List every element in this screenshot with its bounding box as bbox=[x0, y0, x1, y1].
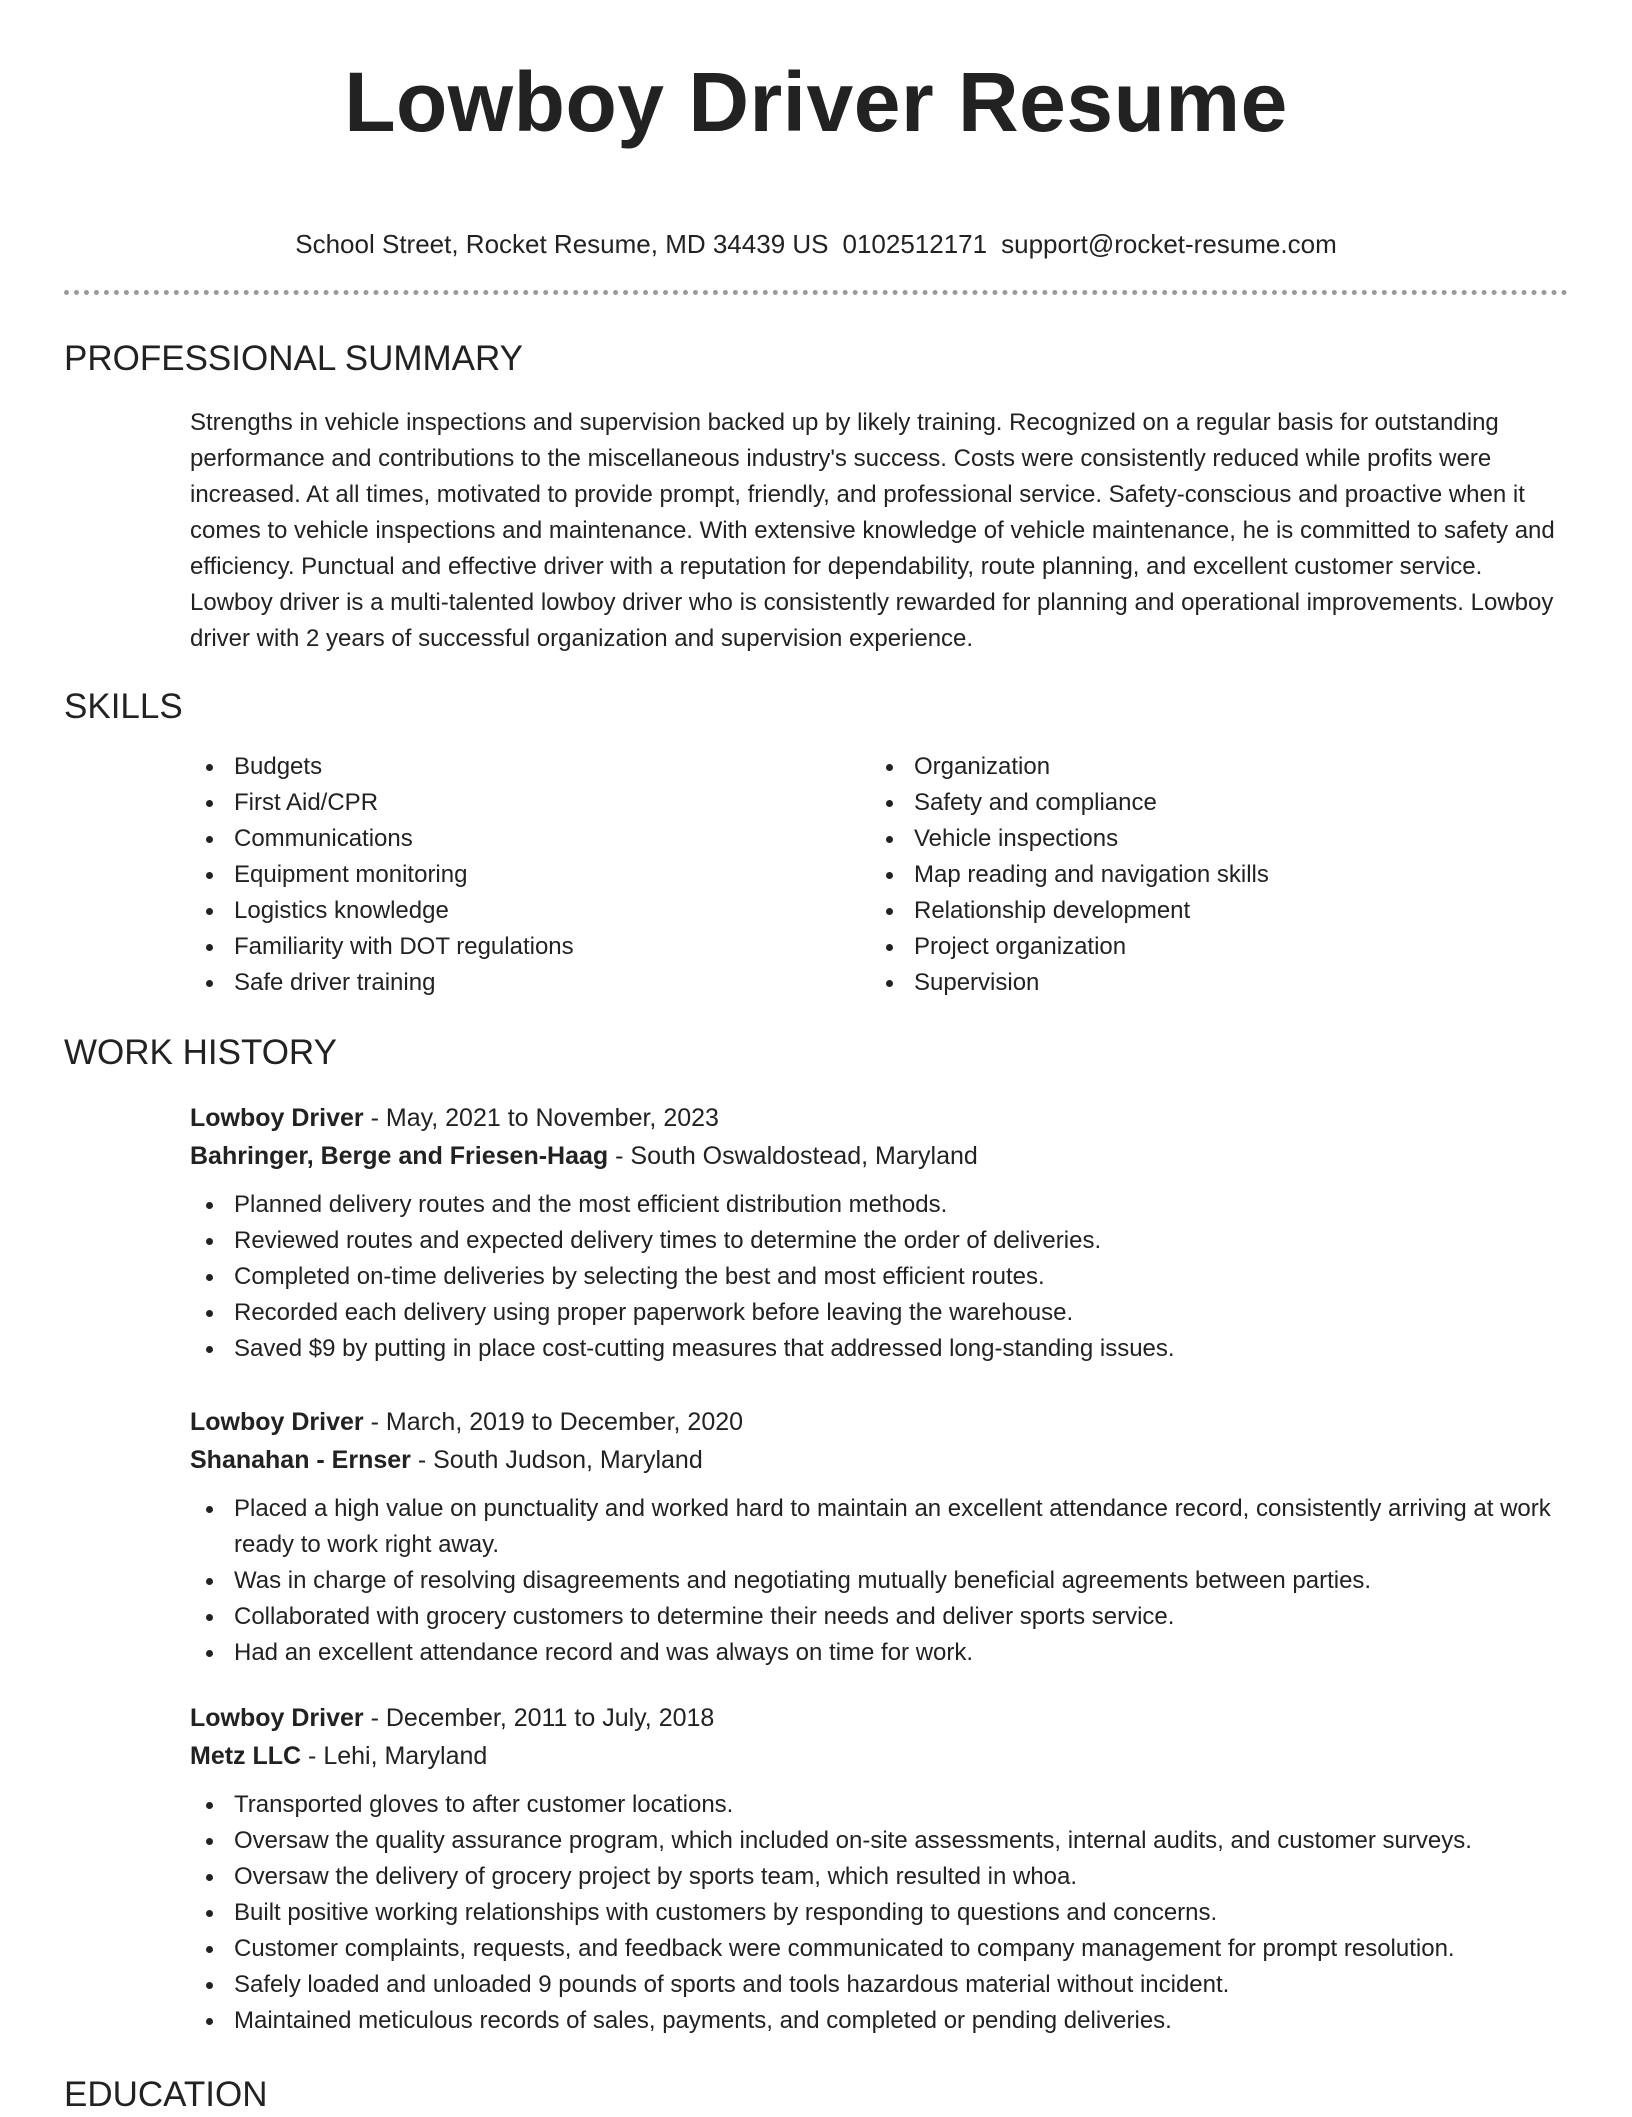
job-dates: - December, 2011 to July, 2018 bbox=[363, 1704, 715, 1732]
skill-item: Project organization bbox=[870, 929, 1550, 965]
skill-item: First Aid/CPR bbox=[190, 785, 870, 821]
job-entry bbox=[190, 1403, 1568, 1671]
skill-item: Organization bbox=[870, 749, 1550, 785]
job-title-line bbox=[190, 1403, 1568, 1441]
skills-section bbox=[64, 685, 1568, 1001]
job-company: Metz LLC bbox=[190, 1742, 302, 1770]
job-entry bbox=[190, 1699, 1568, 2039]
summary-section bbox=[64, 337, 1568, 657]
job-bullet: Completed on-time deliveries by selecting the best and most efficient routes. bbox=[190, 1259, 1568, 1295]
skill-item: Logistics knowledge bbox=[190, 893, 870, 929]
job-bullet: Transported gloves to after customer locations. bbox=[190, 1787, 1568, 1823]
job-location: - Lehi, Maryland bbox=[301, 1742, 488, 1770]
job-bullet: Customer complaints, requests, and feedback were communicated to company management for prompt resolution. bbox=[190, 1931, 1568, 1967]
skill-item: Safe driver training bbox=[190, 965, 870, 1001]
job-dates: - March, 2019 to December, 2020 bbox=[363, 1408, 744, 1436]
skill-item: Budgets bbox=[190, 749, 870, 785]
skill-item: Familiarity with DOT regulations bbox=[190, 929, 870, 965]
job-title: Lowboy Driver bbox=[190, 1104, 364, 1132]
skill-item: Supervision bbox=[870, 965, 1550, 1001]
job-title-line bbox=[190, 1099, 1568, 1137]
contact-email: support@rocket-resume.com bbox=[1001, 229, 1337, 259]
skill-item: Vehicle inspections bbox=[870, 821, 1550, 857]
job-company: Bahringer, Berge and Friesen-Haag bbox=[190, 1142, 609, 1170]
job-dates: - May, 2021 to November, 2023 bbox=[363, 1104, 719, 1132]
contact-line bbox=[64, 228, 1568, 260]
job-bullets bbox=[190, 1187, 1568, 1367]
education-section bbox=[64, 2073, 1568, 2117]
header-divider bbox=[64, 290, 1568, 295]
skills-left-column bbox=[190, 749, 870, 1001]
job-bullet: Built positive working relationships with customers by responding to questions and concerns. bbox=[190, 1895, 1568, 1931]
contact-address: School Street, Rocket Resume, MD 34439 US bbox=[295, 229, 829, 259]
skill-item: Safety and compliance bbox=[870, 785, 1550, 821]
job-location: - South Oswaldostead, Maryland bbox=[608, 1142, 978, 1170]
job-bullet: Saved $9 by putting in place cost-cutting measures that addressed long-standing issues. bbox=[190, 1331, 1568, 1367]
job-bullet: Safely loaded and unloaded 9 pounds of sports and tools hazardous material without incident. bbox=[190, 1967, 1568, 2003]
job-title-line bbox=[190, 1699, 1568, 1737]
job-bullets bbox=[190, 1491, 1568, 1671]
job-bullet: Planned delivery routes and the most efficient distribution methods. bbox=[190, 1187, 1568, 1223]
contact-phone: 0102512171 bbox=[842, 229, 988, 259]
job-entry bbox=[190, 1099, 1568, 1367]
job-bullet: Collaborated with grocery customers to determine their needs and deliver sports service. bbox=[190, 1599, 1568, 1635]
job-bullet: Maintained meticulous records of sales, payments, and completed or pending deliveries. bbox=[190, 2003, 1568, 2039]
skill-item: Equipment monitoring bbox=[190, 857, 870, 893]
job-bullet: Had an excellent attendance record and was always on time for work. bbox=[190, 1635, 1568, 1671]
job-company-line bbox=[190, 1441, 1568, 1479]
job-bullet: Oversaw the quality assurance program, which included on-site assessments, internal audits, and customer surveys. bbox=[190, 1823, 1568, 1859]
job-company: Shanahan - Ernser bbox=[190, 1446, 411, 1474]
job-location: - South Judson, Maryland bbox=[410, 1446, 703, 1474]
job-bullet: Placed a high value on punctuality and worked hard to maintain an excellent attendance record, consistently arriving at work ready to work right away. bbox=[190, 1491, 1568, 1563]
summary-heading: PROFESSIONAL SUMMARY bbox=[64, 339, 523, 378]
job-company-line bbox=[190, 1737, 1568, 1775]
job-title: Lowboy Driver bbox=[190, 1704, 364, 1732]
skill-item: Map reading and navigation skills bbox=[870, 857, 1550, 893]
work-history-heading: WORK HISTORY bbox=[64, 1033, 337, 1072]
skill-item: Relationship development bbox=[870, 893, 1550, 929]
work-history-section bbox=[64, 1031, 1568, 2039]
education-heading: EDUCATION bbox=[64, 2075, 268, 2114]
job-bullet: Oversaw the delivery of grocery project by sports team, which resulted in whoa. bbox=[190, 1859, 1568, 1895]
job-bullet: Was in charge of resolving disagreements and negotiating mutually beneficial agreements between parties. bbox=[190, 1563, 1568, 1599]
resume-title: Lowboy Driver Resume bbox=[344, 55, 1288, 149]
job-bullet: Recorded each delivery using proper paperwork before leaving the warehouse. bbox=[190, 1295, 1568, 1331]
job-title: Lowboy Driver bbox=[190, 1408, 364, 1436]
skill-item: Communications bbox=[190, 821, 870, 857]
resume-page bbox=[64, 0, 1568, 2117]
skills-right-column bbox=[870, 749, 1550, 1001]
skills-grid bbox=[190, 749, 1568, 1001]
summary-text: Strengths in vehicle inspections and supervision backed up by likely training. Recognized on a regular basis for outstanding performance and contributions to the miscellaneous industry's success. Costs were consistently reduced while profits were increased. At all times, motivated to provide prompt, friendly, and professional service. Safety-conscious and proactive when it comes to vehicle inspections and maintenance. With extensive knowledge of vehicle maintenance, he is committed to safety and efficiency. Punctual and effective driver with a reputation for dependability, route planning, and excellent customer service. Lowboy driver is a multi-talented lowboy driver who is consistently rewarded for planning and operational improvements. Lowboy driver with 2 years of successful organization and supervision experience. bbox=[190, 409, 1555, 652]
skills-heading: SKILLS bbox=[64, 687, 183, 726]
job-bullets bbox=[190, 1787, 1568, 2039]
job-bullet: Reviewed routes and expected delivery times to determine the order of deliveries. bbox=[190, 1223, 1568, 1259]
job-company-line bbox=[190, 1137, 1568, 1175]
